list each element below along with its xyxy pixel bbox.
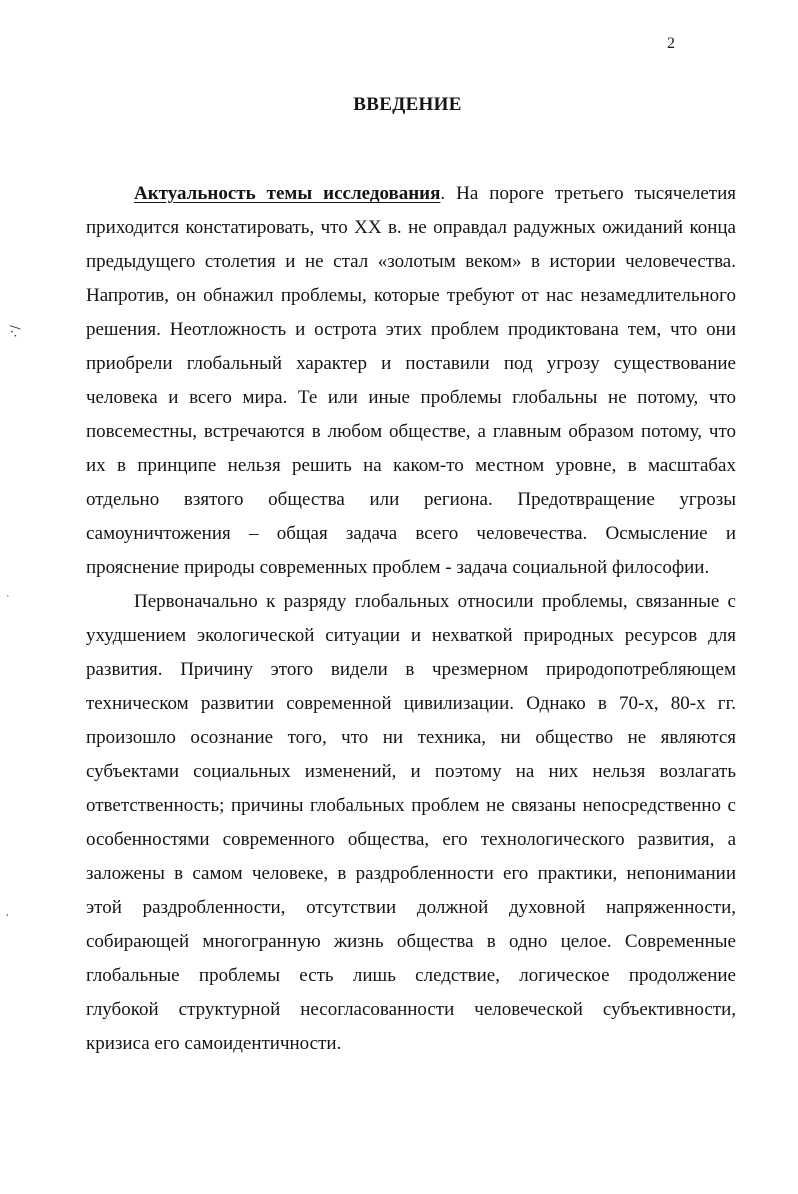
paragraph-line	[86, 177, 736, 211]
paragraph-line: заложены в самом человеке, в раздробленности его практики, непонимании	[86, 863, 736, 884]
paragraph-line: кризиса его самоидентичности.	[86, 1033, 342, 1054]
paragraph-line: ответственность; причины глобальных проблем не связаны непосредственно с	[86, 795, 736, 816]
paragraph-line: субъектами социальных изменений, и поэтому на них нельзя возлагать	[86, 761, 736, 782]
body-text	[86, 177, 736, 1061]
paragraph-line: ухудшением экологической ситуации и нехваткой природных ресурсов для	[86, 625, 736, 646]
paragraph-line: приобрели глобальный характер и поставили под угрозу существование	[86, 353, 736, 374]
section-title: ВВЕДЕНИЕ	[353, 94, 462, 115]
paragraph-line: Первоначально к разряду глобальных относили проблемы, связанные с	[134, 591, 736, 612]
paragraph-line: решения. Неотложность и острота этих проблем продиктована тем, что они	[86, 319, 736, 340]
paragraph-line: глобальные проблемы есть лишь следствие, логическое продолжение	[86, 965, 736, 986]
margin-mark: `	[6, 596, 11, 606]
paragraph-lead: Актуальность темы исследования	[134, 183, 441, 204]
page-number: 2	[667, 35, 675, 52]
paragraph-line: самоуничтожения – общая задача всего человечества. Осмысление и	[86, 523, 736, 544]
paragraph-line: предыдущего столетия и не стал «золотым веком» в истории человечества.	[86, 251, 736, 272]
margin-mark: ,	[6, 908, 9, 918]
paragraph-line: прояснение природы современных проблем - задача социальной философии.	[86, 557, 710, 578]
paragraph-line: собирающей многогранную жизнь общества в одно целое. Современные	[86, 931, 736, 952]
margin-mark: /.·	[6, 325, 22, 338]
paragraph-line-text: . На пороге третьего тысячелетия	[440, 183, 736, 204]
paragraph-line: техническом развитии современной цивилизации. Однако в 70-х, 80-х гг.	[86, 693, 736, 714]
paragraph-line: отдельно взятого общества или региона. Предотвращение угрозы	[86, 489, 736, 510]
paragraph-line: произошло осознание того, что ни техника, ни общество не являются	[86, 727, 736, 748]
paragraph-line: человека и всего мира. Те или иные проблемы глобальны не потому, что	[86, 387, 736, 408]
paragraph-line: этой раздробленности, отсутствии должной духовной напряженности,	[86, 897, 736, 918]
paragraph-line: Напротив, он обнажил проблемы, которые требуют от нас незамедлительного	[86, 285, 736, 306]
paragraph-line: глубокой структурной несогласованности человеческой субъективности,	[86, 999, 736, 1020]
paragraph-line: повсеместны, встречаются в любом обществе, а главным образом потому, что	[86, 421, 736, 442]
paragraph-line: их в принципе нельзя решить на каком-то местном уровне, в масштабах	[86, 455, 736, 476]
paragraph-line: развития. Причину этого видели в чрезмерном природопотребляющем	[86, 659, 736, 680]
paragraph-line: приходится констатировать, что XX в. не оправдал радужных ожиданий конца	[86, 217, 736, 238]
paragraph-line: особенностями современного общества, его технологического развития, а	[86, 829, 736, 850]
